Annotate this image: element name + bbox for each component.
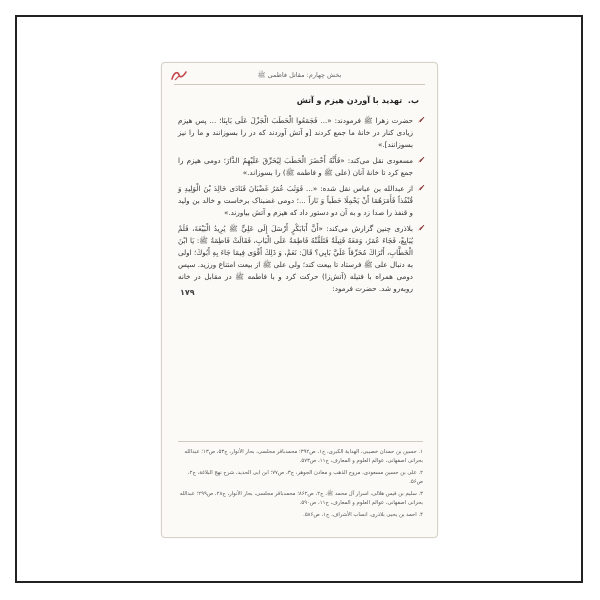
feather-marker-icon — [417, 157, 425, 164]
paragraph — [178, 115, 423, 151]
paragraph-text: از عبدالله بن عباس نقل شده: «... فَوَثَبَ عُمَرُ غَضْبَانَ فَنَادَى خَالِدَ بْنَ الْوَلِيدِ وَ قُنْفُذاً فَأَمَرَهُمَا أَنْ يَحْمِلَا حَطَباً وَ نَاراً ...؛ دومی غضبناک برخاست و خالد بن ولید و قنفذ را صدا زد و به آن دو دستور داد که هیزم و آتش بیاورند.» — [178, 184, 413, 217]
paragraph-text: مسعودی نقل می‌کند: «فَأَنَّهُ أَحْضَرَ الْحَطَبَ لِيُحَرِّقَ عَلَيْهِمُ الدَّارَ؛ دومی هیزم را جمع کرد تا خانهٔ آنان (علی ﷺ و فاطمه ﷺ) را بسوزاند.» — [178, 156, 413, 177]
running-header: بخش چهارم: مقاتل فاطمی ﷺ — [174, 71, 425, 85]
feather-marker-icon — [417, 117, 425, 124]
footnote: ۴. احمد بن یحیی بلاذری، انساب الأشراف، ج۱، ص۵۸۶. — [303, 512, 423, 518]
footnote: ۲. علی بن حسین مسعودی، مروج الذهب و معادن الجوهر، ج۳، ص۷۷؛ ابن ابی الحدید، شرح نهج البلاغة، ج۲، ص۵۶. — [187, 470, 423, 485]
body-text — [178, 115, 423, 299]
footnote: ۳. سلیم بن قیس هلالی، اسرار آل محمد ﷺ، ج۲، ص۸۶۲؛ محمدباقر مجلسی، بحار الأنوار، ج۲۸، ص۲۹۹؛ عبدالله بحرانی اصفهانی، عوالم العلوم و المعارف، ج۱۱، ص۵۹۰. — [179, 491, 423, 506]
page-number: ۱۷۹ — [180, 288, 195, 297]
footnote: ۱. حسین بن حمدان خصیبی، الهدایة الکبری، ج۱، ص۳۹۲؛ محمدباقر مجلسی، بحار الأنوار، ج۵۳، ص۱۳؛ عبدالله بحرانی اصفهانی، عوالم العلوم و المعارف، ج۱۱، ص۵۷۳. — [184, 449, 423, 464]
paragraph — [178, 183, 423, 219]
feather-marker-icon — [417, 225, 425, 232]
paragraph-text: بلاذری چنین گزارش می‌کند: «أَنَّ أَبَابَكْرٍ أَرْسَلَ إِلَى عَلِيٍّ ﷺ يُرِيدُ الْبَيْعَةَ، فَلَمْ يُبَايِعْ، فَجَاءَ عُمَرُ، وَمَعَهُ فَتِيلَةٌ فَتَلَقَّتْهُ فَاطِمَةُ عَلَى الْبَابِ، فَقَالَتْ فَاطِمَةُ ﷺ: يَا ابْنَ الْخَطَّابِ، أَتُرَاكَ مُحَرِّقاً عَلَيَّ بَابِي؟ قَالَ: نَعَمْ، وَ ذَلِكَ أَقْوَى فِيمَا جَاءَ بِهِ أَبُوكَ؛ اولی به دنبال علی ﷺ فرستاد تا بیعت کند؛ ولی علی ﷺ از بیعت امتناع ورزید. سپس دومی همراه با فتیله (آتش‌زا) حرکت کرد و با فاطمه ﷺ در مقابل در خانه روبه‌رو شد. حضرت فرمود: — [178, 224, 413, 293]
paragraph — [178, 155, 423, 179]
heading-letter: ب. — [407, 96, 419, 105]
section-heading — [297, 96, 419, 105]
book-page — [161, 62, 438, 538]
paragraph-text: حضرت زهرا ﷺ فرمودند: «... فَجَمَعُوا الْحَطَبَ الْجَزْلَ عَلَى بَابِنَا؛ ... پس هیزم زیادی کنار در خانهٔ ما جمع کردند [و آتش آوردند که در را بسوزانند و ما را نیز بسوزانند].» — [178, 116, 413, 149]
footnotes — [178, 441, 423, 523]
heading-text: تهدید با آوردن هیزم و آتش — [296, 96, 403, 105]
paragraph — [178, 223, 423, 295]
feather-marker-icon — [417, 185, 425, 192]
